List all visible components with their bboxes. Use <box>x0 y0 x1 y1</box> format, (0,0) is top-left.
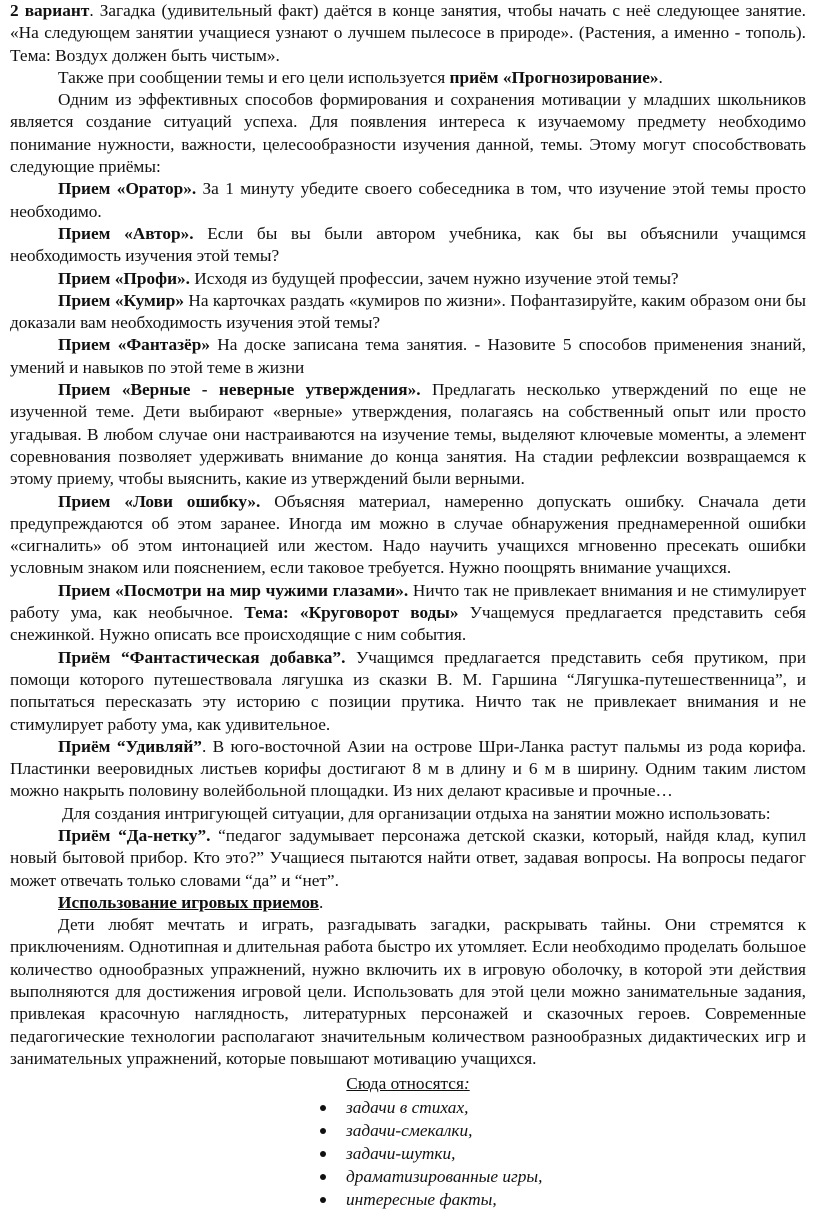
technique-surprise: Приём “Удивляй”. В юго-восточной Азии на острове Шри-Ланка растут пальмы из рода корифа. Пластинки вееровидных листьев корифы достигают 8 м в длину и 6 м в ширину. Одним таким листом можно накрыть половину волейбольной площадки. Из них делают красивые и прочные… <box>10 736 806 801</box>
technique-profi: Прием «Профи». Исходя из будущей профессии, зачем нужно изучение этой темы? <box>58 268 679 288</box>
paragraph-forecasting: Также при сообщении темы и его цели используется приём «Прогнозирование». <box>58 67 663 87</box>
paragraph-variant-2: 2 вариант. Загадка (удивительный факт) даётся в конце занятия, чтобы начать с неё следующее занятие. «На следующем занятии учащиеся узнают о лучшем пылесосе в природе». (Растения, а именно - тополь). Тема: Воздух должен быть чистым». <box>10 1 807 65</box>
technique-true-false: Прием «Верные - неверные утверждения». Предлагать несколько утверждений по еще не изученной теме. Дети выбирают «верные» утверждения, полагаясь на собственный опыт или просто угадывая. В любом случае они настраиваются на изучение темы, выделяют ключевые моменты, а элемент соревнования позволяет удерживать внимание до конца занятия. На стадии рефлексии возвращаемся к этому приему, чтобы выяснить, какие из утверждений были верными. <box>10 380 807 489</box>
section-heading-games: Использование игровых приемов. <box>58 892 324 912</box>
technique-yes-no: Приём “Да-нетку”. “педагог задумывает персонажа детской сказки, который, найдя клад, купил новый бытовой прибор. Кто это?” Учащиеся пытаются найти ответ, задавая вопросы. На вопросы педагог может отвечать только словами “да” и “нет”. <box>10 825 806 890</box>
technique-idol: Прием «Кумир» На карточках раздать «кумиров по жизни». Пофантазируйте, каким образом они бы доказали вам необходимость изучения этой темы? <box>10 290 806 333</box>
bullet-icon <box>320 1105 326 1111</box>
list-item: драматизированные игры, <box>320 1165 806 1188</box>
bullet-icon <box>320 1151 326 1157</box>
technique-other-eyes: Прием «Посмотри на мир чужими глазами». Ничто так не привлекает внимания и не стимулирует работу ума, как необычное. Тема: «Круговорот воды» Учащемуся предлагается представить себя снежинкой. Нужно описать все происходящие с ним события. <box>10 580 806 645</box>
list-item: задачи-смекалки, <box>320 1119 806 1142</box>
bullet-icon <box>320 1197 326 1203</box>
bullet-icon <box>320 1174 326 1180</box>
paragraph-motivation: Одним из эффективных способов формирования и сохранения мотивации у младших школьников является создание ситуаций успеха. Для появления интереса к изучаемому предмету необходимо понимание нужности, важности, целесообразности изучения данной, темы. Этому могут способствовать следующие приёмы: <box>10 90 806 177</box>
technique-fantasizer: Прием «Фантазёр» На доске записана тема занятия. - Назовите 5 способов применения знаний, умений и навыков по этой теме в жизни <box>10 335 806 377</box>
technique-fantastic-addition: Приём “Фантастическая добавка”. Учащимся предлагается представить себя прутиком, при помощи которого путешествовала лягушка из сказки В. М. Гаршина “Лягушка-путешественница”, и попытаться пересказать эту историю с позиции прутика. Ничто так не привлекает внимания и не стимулирует работу ума, как удивительное. <box>10 647 806 734</box>
technique-author: Прием «Автор». Если бы вы были автором учебника, как бы вы объяснили учащимся необходимость изучения этой темы? <box>10 223 806 266</box>
list-heading: Сюда относятся: <box>346 1074 470 1094</box>
bullet-icon <box>320 1128 326 1134</box>
variant-label: 2 вариант <box>10 1 90 20</box>
game-techniques-list <box>10 1096 806 1211</box>
paragraph-games: Дети любят мечтать и играть, разгадывать загадки, раскрывать тайны. Они стремятся к приключениям. Однотипная и длительная работа быстро их утомляет. Если необходимо проделать большое количество однообразных упражнений, нужно включить их в игровую оболочку, в которой эти действия выполняются для достижения игровой цели. Использовать для этой цели можно занимательные задания, привлекая красочную наглядность, литературных персонажей и сказочных героев. Современные педагогические технологии располагают значительным количеством разнообразных дидактических игр и занимательных упражнений, которые повышают мотивацию учащихся. <box>10 915 806 1068</box>
list-item: интересные факты, <box>320 1188 806 1211</box>
list-item: задачи в стихах, <box>320 1096 806 1119</box>
technique-orator: Прием «Оратор». За 1 минуту убедите своего собеседника в том, что изучение этой темы просто необходимо. <box>10 179 806 221</box>
technique-catch-mistake: Прием «Лови ошибку». Объясняя материал, намеренно допускать ошибку. Сначала дети предупреждаются об этом заранее. Иногда им можно в случае обнаружения преднамеренной ошибки «сигналить» об этом интонацией или жестом. Надо научить учащихся мгновенно пресекать ошибки условным знаком или пояснением, если таковое требуется. Нужно поощрять внимание учащихся. <box>10 491 806 578</box>
paragraph-intrigue: Для создания интригующей ситуации, для организации отдыха на занятии можно использовать: <box>62 803 771 823</box>
list-item: задачи-шутки, <box>320 1142 806 1165</box>
